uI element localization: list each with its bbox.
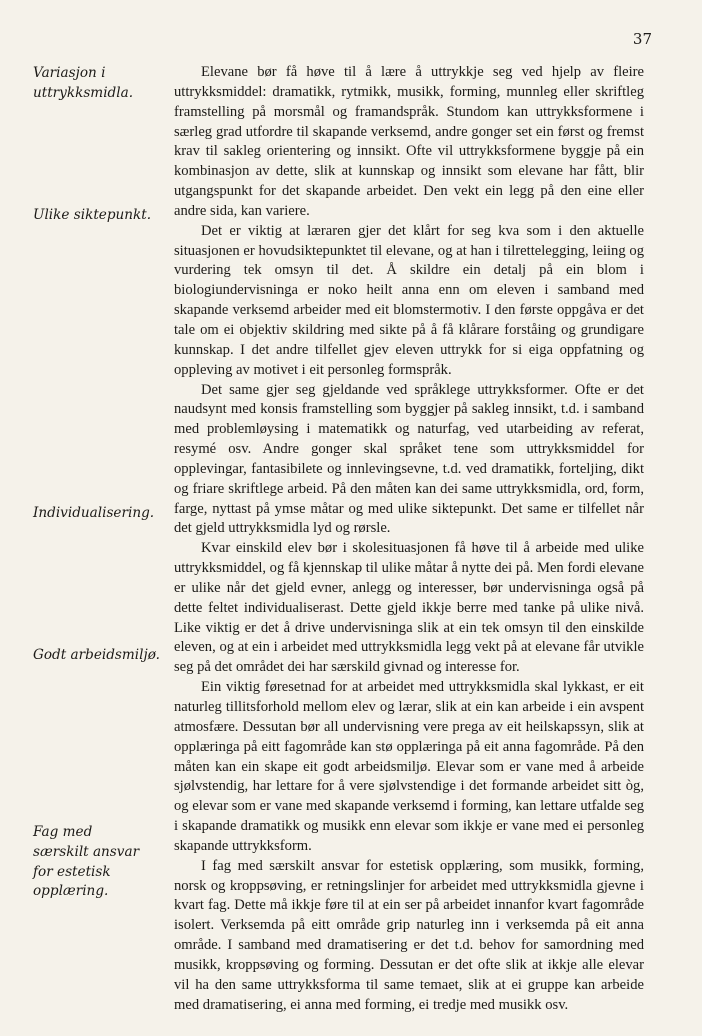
paragraph-estetisk-opplaering: I fag med særskilt ansvar for estetisk opplæring, som musikk, forming, norsk og kroppsøving, er retningslinjer for arbeidet med uttrykksmidla gjevne i kvart fag. Dette må ikkje føre til at ein ser på arbeidet innanfor kvart fagområde isolert. Verksemda på eitt område grip naturleg inn i verksemda på eit anna område. I samband med dramatisering er det t.d. behov for samordning med musikk, kroppsøving og forming. Dessutan er det ofte slik at ikkje alle elevar vil ha den same uttrykksforma til same temaet, slik at ei gruppe kan arbeide med dramatisering, ei anna med forming, ei tredje med musikk osv. [174,857,644,1013]
paragraph-variasjon: Elevane bør få høve til å lære å uttrykkje seg ved hjelp av fleire uttrykksmiddel: dramatikk, rytmikk, musikk, forming, munnleg eller skriftleg framstelling på morsmål og framandspråk. Stundom kan uttrykksformene i særleg grad utfordre til skapande verksemd, andre gonger set ein først og fremst krav til sakleg orientering og innsikt. Ofte vil uttrykksformene byggje på ein kombinasjon av dette, slik at kunnskap og innsikt som elevane har fått, blir utgangspunkt for det skapande arbeidet. Den vekt ein legg på den eine eller andre sida, kan variere. [174,64,644,219]
paragraph-spraklege: Det same gjer seg gjeldande ved språklege uttrykksformer. Ofte er det naudsynt med konsis framstelling som byggjer på sakleg innsikt, t.d. i samband med problemløysing i matematikk og naturfag, ved utarbeiding av referat, resymé osv. Andre gonger skal språket tene som uttrykksmiddel for opplevingar, fantasibilete og innlevingsevne, t.d. ved dramatikk, forteljing, dikt og friare skriftlege arbeid. På den måten kan dei same uttrykksmidla, ord, form, farge, nyttast på ymse måtar og med ulike siktepunkt. Det same er tilfellet når det gjeld uttrykksmidla lyd og rørsle. [174,381,644,537]
main-text-column [174,63,644,1016]
paragraph-individualisering: Kvar einskild elev bør i skolesituasjonen få høve til å arbeide med ulike uttrykksmiddel, og få kjennskap til ulike måtar å nytte dei på. Men fordi elevane er ulike når det gjeld evner, anlegg og interesser, bør undervisninga også på dette feltet individualiserast. Dette gjeld ikkje berre med tanke på ulike nivå. Like viktig er det å drive undervisninga slik at ein tek omsyn til den einskilde eleven, og at ein i arbeidet med uttrykksmidla legg vekt på at elevane får utvikle seg på det området dei har særskild givnad og interesse for. [174,540,644,676]
paragraph-arbeidsmiljo: Ein viktig føresetnad for at arbeidet med uttrykksmidla skal lykkast, er eit naturleg tillitsforhold mellom elev og lærar, slik at ein kan arbeide i ein avspent atmosfære. Dessutan bør all undervisning vere prega av eit heilskapssyn, slik at opplæringa på eitt fagområde kan stø opplæringa på eit anna fagområde. På den måten kan ein skape eit godt arbeidsmiljø. Elevar som er vane med å arbeide sjølvstendig, har lettare for å vere sjølvstendige i det formande arbeidet sitt òg, og elevar som er vane med skapande verksemd i forming, kan lettare utfalde seg i skapande dramatikk og musikk enn elevar som ikkje er vane med ei personleg skapande uttrykksform. [174,679,644,854]
side-note-variasjon: Variasjon i uttrykksmidla. [33,65,134,101]
page-number: 37 [632,30,652,48]
side-note-individualisering: Individualisering. [33,505,155,521]
paragraph-siktepunkt: Det er viktig at læraren gjer det klårt for seg kva som i den aktuelle situasjonen er hovudsiktepunktet til elevane, og at han i tilrettelegging, leiing og vurdering tek omsyn til det. Å skildre ein detalj på ein blom i biologiundervisninga er noko heilt anna enn om eleven i samband med skapande verksemd arbeider med eit blomstermotiv. I den første oppgåva er det tale om ei objektiv skildring med sikte på å få klårare forståing og grundigare kunnskap. I det andre tilfellet gjev eleven uttrykk for si eiga oppfatning og oppleving av motivet i eit personleg formspråk. [174,222,644,378]
side-note-fag-estetisk: Fag med særskilt ansvar for estetisk opplæring. [33,824,140,900]
side-note-ulike-siktepunkt: Ulike siktepunkt. [33,207,152,223]
side-note-godt-arbeidsmiljo: Godt arbeidsmiljø. [33,647,160,663]
